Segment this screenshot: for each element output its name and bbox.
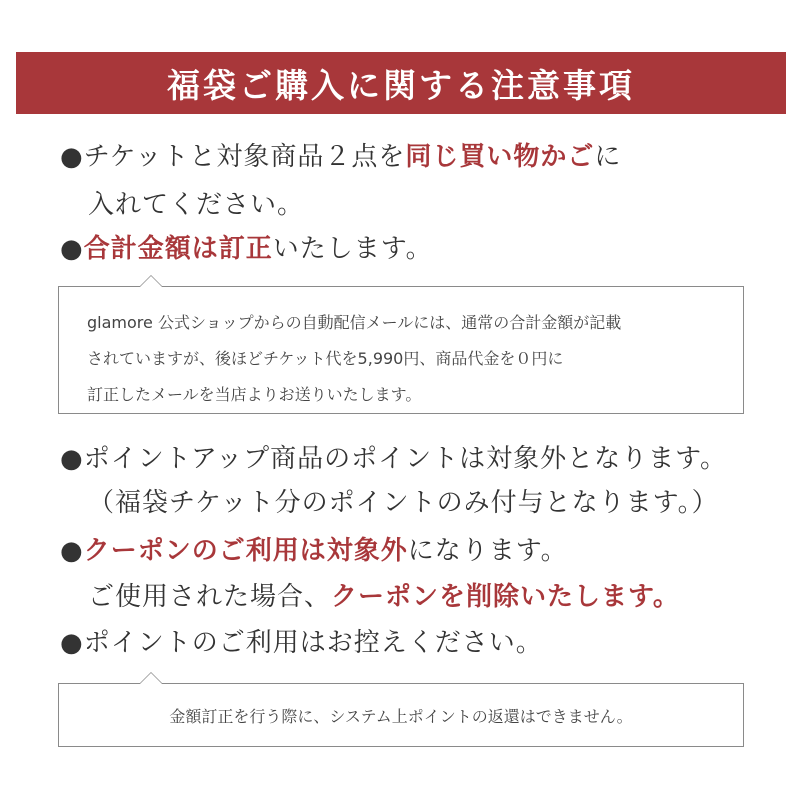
item-tail: に — [594, 142, 622, 172]
item-tail: になります。 — [407, 536, 568, 566]
item-highlight: 合計金額は訂正 — [83, 234, 273, 264]
bullet-icon: ● — [60, 536, 84, 566]
item-same-cart-line2 — [88, 188, 770, 222]
item-text: ポイントアップ商品のポイントは対象外となります。 — [83, 444, 728, 474]
bullet-icon: ● — [60, 142, 84, 172]
item-same-cart — [60, 140, 770, 174]
item-point-up — [60, 442, 770, 476]
note-line: glamore 公式ショップからの自動配信メールには、通常の合計金額が記載 — [87, 313, 622, 332]
item-total-corrected — [60, 232, 770, 266]
item-points-usage — [60, 626, 770, 660]
item-text: 入れてください。 — [88, 190, 305, 220]
item-highlight: クーポンを削除いたします。 — [331, 582, 680, 612]
item-text: ご使用された場合、 — [88, 582, 332, 612]
item-highlight: クーポンのご利用は対象外 — [83, 536, 408, 566]
speech-tail-icon — [139, 672, 163, 684]
item-highlight: 同じ買い物かご — [405, 142, 595, 172]
item-point-up-line2 — [88, 486, 770, 520]
item-coupon — [60, 534, 770, 568]
item-tail: いたします。 — [272, 234, 433, 264]
note-line: されていますが、後ほどチケット代を5,990円、商品代金を０円に — [87, 349, 564, 368]
bullet-icon: ● — [60, 444, 84, 474]
item-text: チケットと対象商品２点を — [83, 142, 406, 172]
notice-banner — [16, 52, 786, 114]
bullet-icon: ● — [60, 628, 84, 658]
note-box-email — [58, 286, 744, 414]
note-box-points — [58, 683, 744, 747]
note-line: 訂正したメールを当店よりお送りいたします。 — [87, 385, 422, 404]
note-line: 金額訂正を行う際に、システム上ポイントの返還はできません。 — [169, 706, 633, 726]
item-text: （福袋チケット分のポイントのみ付与となります。） — [88, 488, 719, 518]
item-text: ポイントのご利用はお控えください。 — [83, 628, 543, 658]
speech-tail-icon — [139, 275, 163, 287]
banner-title: 福袋ご購入に関する注意事項 — [167, 65, 635, 105]
item-coupon-line2 — [88, 580, 770, 614]
bullet-icon: ● — [60, 234, 84, 264]
